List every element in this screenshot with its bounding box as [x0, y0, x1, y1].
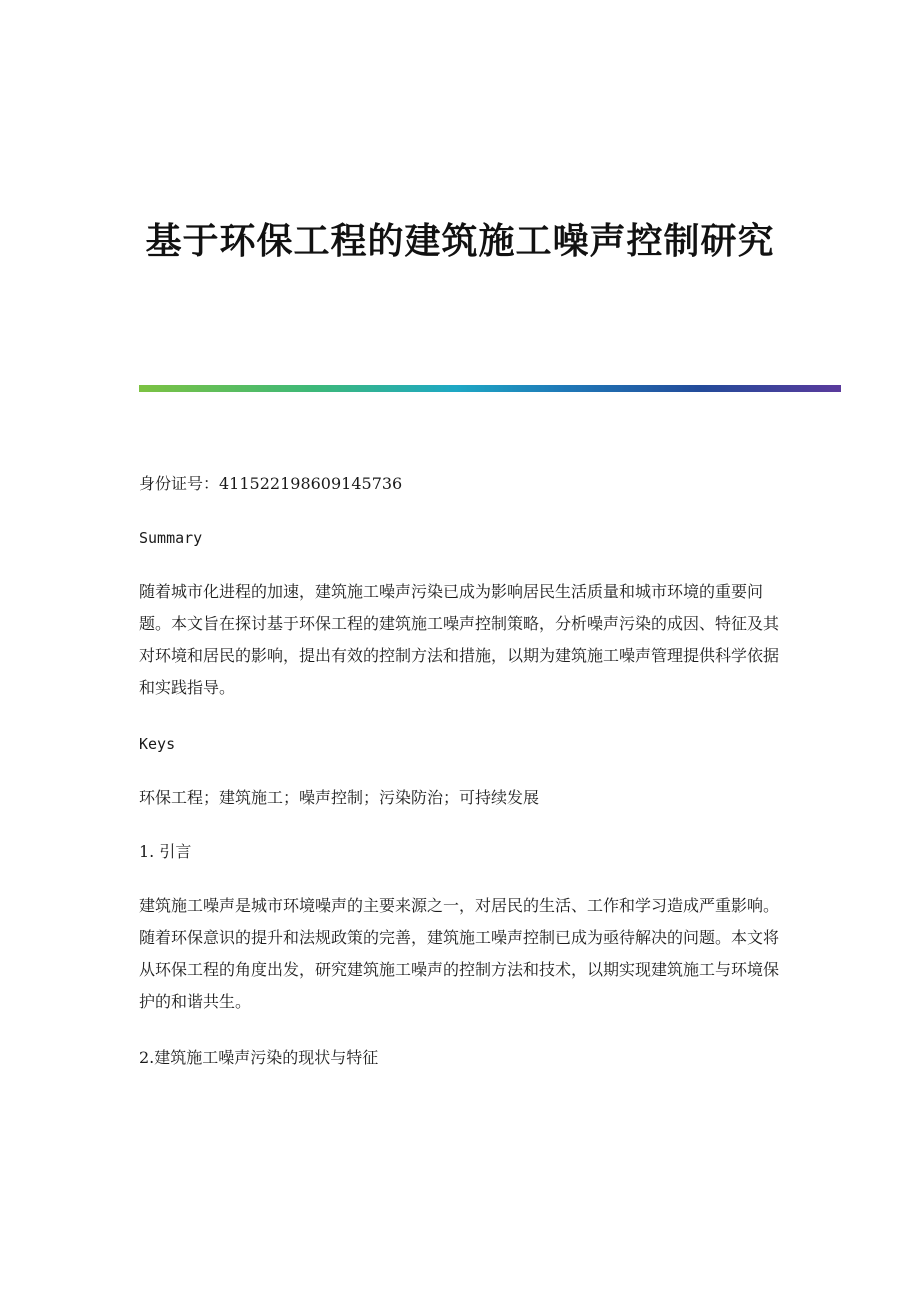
- title-divider-gradient: [139, 385, 841, 392]
- keys-heading: Keys: [139, 735, 176, 753]
- section-2-heading: 2.建筑施工噪声污染的现状与特征: [139, 1048, 379, 1067]
- document-body: [139, 468, 779, 1098]
- id-number-line: 身份证号：411522198609145736: [139, 474, 403, 493]
- section-1-heading: 1. 引言: [139, 842, 192, 861]
- keywords-line: 环保工程；建筑施工；噪声控制；污染防治；可持续发展: [139, 788, 540, 807]
- summary-paragraph: 随着城市化进程的加速，建筑施工噪声污染已成为影响居民生活质量和城市环境的重要问题。本文旨在探讨基于环保工程的建筑施工噪声控制策略，分析噪声污染的成因、特征及其对环境和居民的影响，提出有效的控制方法和措施，以期为建筑施工噪声管理提供科学依据和实践指导。: [139, 582, 780, 697]
- summary-heading: Summary: [139, 529, 203, 547]
- document-title: 基于环保工程的建筑施工噪声控制研究: [145, 221, 775, 262]
- section-1-paragraph: 建筑施工噪声是城市环境噪声的主要来源之一，对居民的生活、工作和学习造成严重影响。随着环保意识的提升和法规政策的完善，建筑施工噪声控制已成为亟待解决的问题。本文将从环保工程的角度出发，研究建筑施工噪声的控制方法和技术，以期实现建筑施工与环境保护的和谐共生。: [139, 896, 780, 1011]
